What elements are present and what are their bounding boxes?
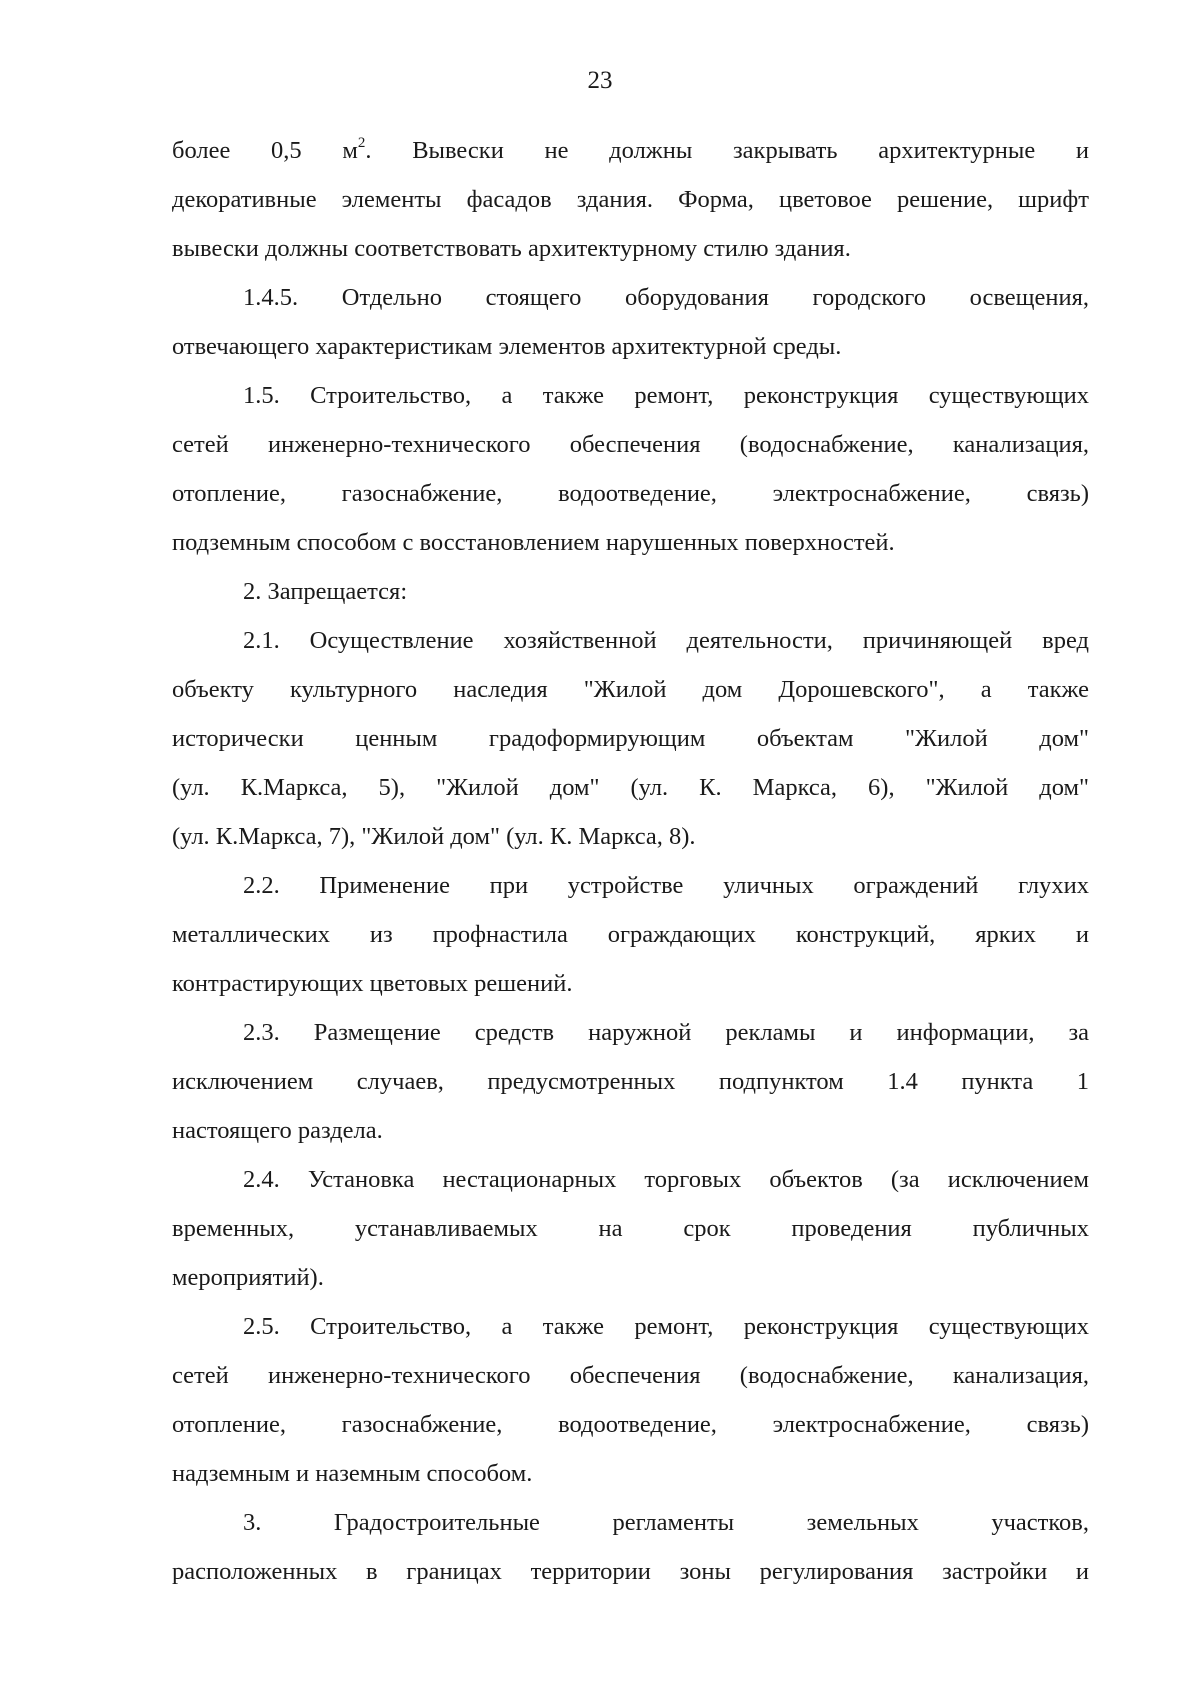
text-line: отопление, газоснабжение, водоотведение, электроснабжение, связь) bbox=[172, 1411, 1089, 1438]
paragraph-1-4-5 bbox=[172, 273, 1089, 371]
text-line: временных, устанавливаемых на срок проведения публичных bbox=[172, 1215, 1089, 1242]
paragraph-2-3 bbox=[172, 1008, 1089, 1155]
text-line: контрастирующих цветовых решений. bbox=[172, 970, 573, 997]
text-line: расположенных в границах территории зоны регулирования застройки и bbox=[172, 1558, 1089, 1585]
text-line: мероприятий). bbox=[172, 1264, 324, 1291]
paragraph-2-5 bbox=[172, 1302, 1089, 1498]
paragraph-2-4 bbox=[172, 1155, 1089, 1302]
paragraph-2-2 bbox=[172, 861, 1089, 1008]
text-line: исключением случаев, предусмотренных подпунктом 1.4 пункта 1 bbox=[172, 1068, 1089, 1095]
text-line: 1.5. Строительство, а также ремонт, реконструкция существующих bbox=[243, 382, 1089, 409]
paragraph-2-1 bbox=[172, 616, 1089, 861]
text-line: 2.2. Применение при устройстве уличных ограждений глухих bbox=[243, 872, 1089, 899]
text-line: объекту культурного наследия "Жилой дом Дорошевского", а также bbox=[172, 676, 1089, 703]
text-line: отвечающего характеристикам элементов архитектурной среды. bbox=[172, 333, 842, 360]
text-line: 2.4. Установка нестационарных торговых объектов (за исключением bbox=[243, 1166, 1089, 1193]
paragraph-cont bbox=[172, 175, 1089, 273]
superscript: 2 bbox=[357, 134, 366, 151]
text-line: металлических из профнастила ограждающих конструкций, ярких и bbox=[172, 921, 1089, 948]
paragraph-1-5 bbox=[172, 371, 1089, 567]
text-line: исторически ценным градоформирующим объектам "Жилой дом" bbox=[172, 725, 1089, 752]
text-line: 1.4.5. Отдельно стоящего оборудования городского освещения, bbox=[243, 284, 1089, 311]
paragraph-3 bbox=[172, 1498, 1089, 1596]
text-line: вывески должны соответствовать архитектурному стилю здания. bbox=[172, 235, 851, 262]
text-line: декоративные элементы фасадов здания. Форма, цветовое решение, шрифт bbox=[172, 186, 1089, 213]
text-line: подземным способом с восстановлением нарушенных поверхностей. bbox=[172, 529, 895, 556]
text-line: (ул. К.Маркса, 7), "Жилой дом" (ул. К. Маркса, 8). bbox=[172, 823, 696, 850]
document-body bbox=[172, 126, 1089, 1596]
line-text: . Вывески не должны закрывать архитектурные и bbox=[365, 137, 1089, 164]
page-number: 23 bbox=[587, 67, 613, 94]
paragraph-2 bbox=[172, 567, 1089, 616]
paragraphs bbox=[172, 175, 1089, 1596]
text-line: 2.1. Осуществление хозяйственной деятельности, причиняющей вред bbox=[243, 627, 1089, 654]
text-line: сетей инженерно-технического обеспечения (водоснабжение, канализация, bbox=[172, 431, 1089, 458]
text-line: 2. Запрещается: bbox=[243, 578, 408, 605]
text-line: 2.5. Строительство, а также ремонт, реконструкция существующих bbox=[243, 1313, 1089, 1340]
text-line: 3. Градостроительные регламенты земельных участков, bbox=[243, 1509, 1089, 1536]
text-line: отопление, газоснабжение, водоотведение, электроснабжение, связь) bbox=[172, 480, 1089, 507]
text-line: сетей инженерно-технического обеспечения (водоснабжение, канализация, bbox=[172, 1362, 1089, 1389]
text-line: 2.3. Размещение средств наружной рекламы и информации, за bbox=[243, 1019, 1089, 1046]
text-line bbox=[172, 126, 1089, 175]
text-line: (ул. К.Маркса, 5), "Жилой дом" (ул. К. Маркса, 6), "Жилой дом" bbox=[172, 774, 1089, 801]
line-text: более 0,5 м bbox=[172, 137, 358, 164]
text-line: надземным и наземным способом. bbox=[172, 1460, 533, 1487]
text-line: настоящего раздела. bbox=[172, 1117, 383, 1144]
